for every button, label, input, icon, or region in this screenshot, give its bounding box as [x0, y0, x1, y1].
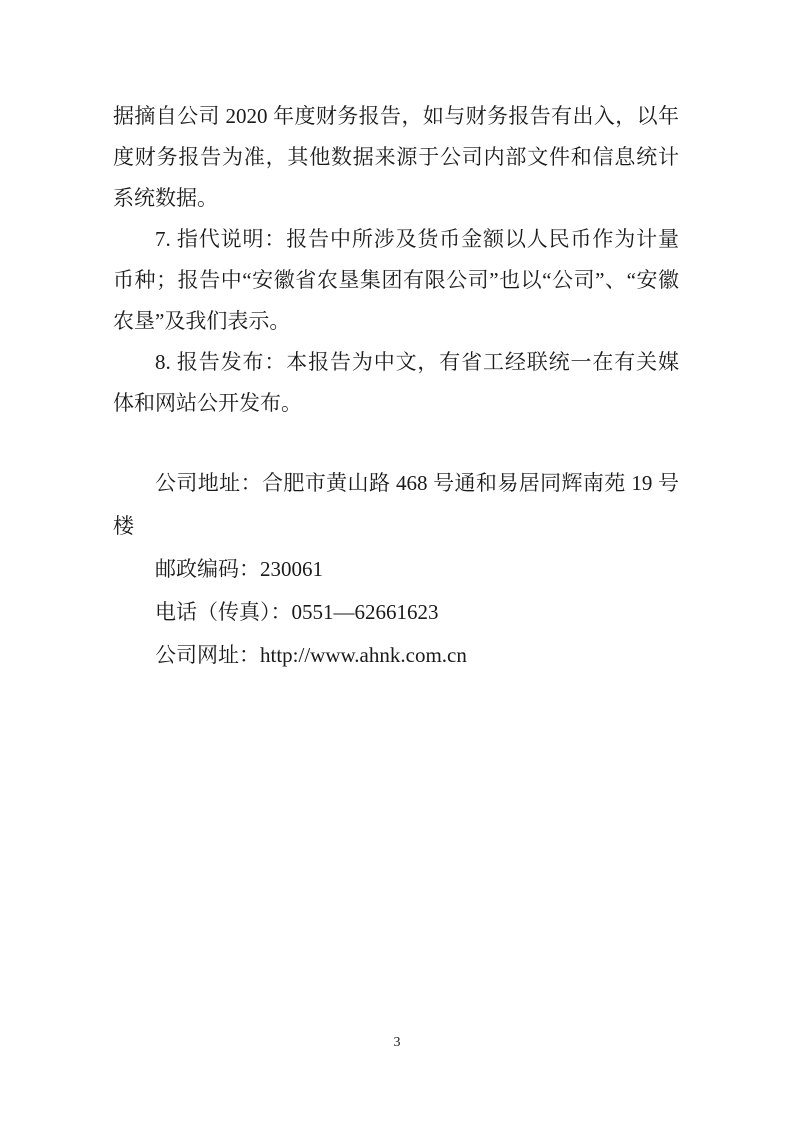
contact-postal-code-line: 邮政编码：230061 [155, 557, 323, 581]
page-number: 3 [393, 1035, 401, 1050]
contact-address-line: 公司地址：合肥市黄山路 468 号通和易居同辉南苑 19 号楼 [113, 471, 679, 538]
contact-phone-fax-line: 电话（传真）：0551—62661623 [155, 600, 439, 624]
contact-website-line: 公司网址：http://www.ahnk.com.cn [155, 643, 467, 667]
paragraph-data-source-continuation: 据摘自公司 2020 年度财务报告，如与财务报告有出入，以年度财务报告为准，其他数据来源于公司内部文件和信息统计系统数据。 [113, 104, 679, 210]
paragraph-item-7-terminology: 7. 指代说明：报告中所涉及货币金额以人民币作为计量币种；报告中“安徽省农垦集团有限公司”也以“公司”、“安徽农垦”及我们表示。 [113, 227, 679, 333]
contact-block [113, 462, 679, 677]
document-content [113, 96, 679, 677]
paragraph-item-8-publication: 8. 报告发布：本报告为中文，有省工经联统一在有关媒体和网站公开发布。 [113, 350, 679, 415]
